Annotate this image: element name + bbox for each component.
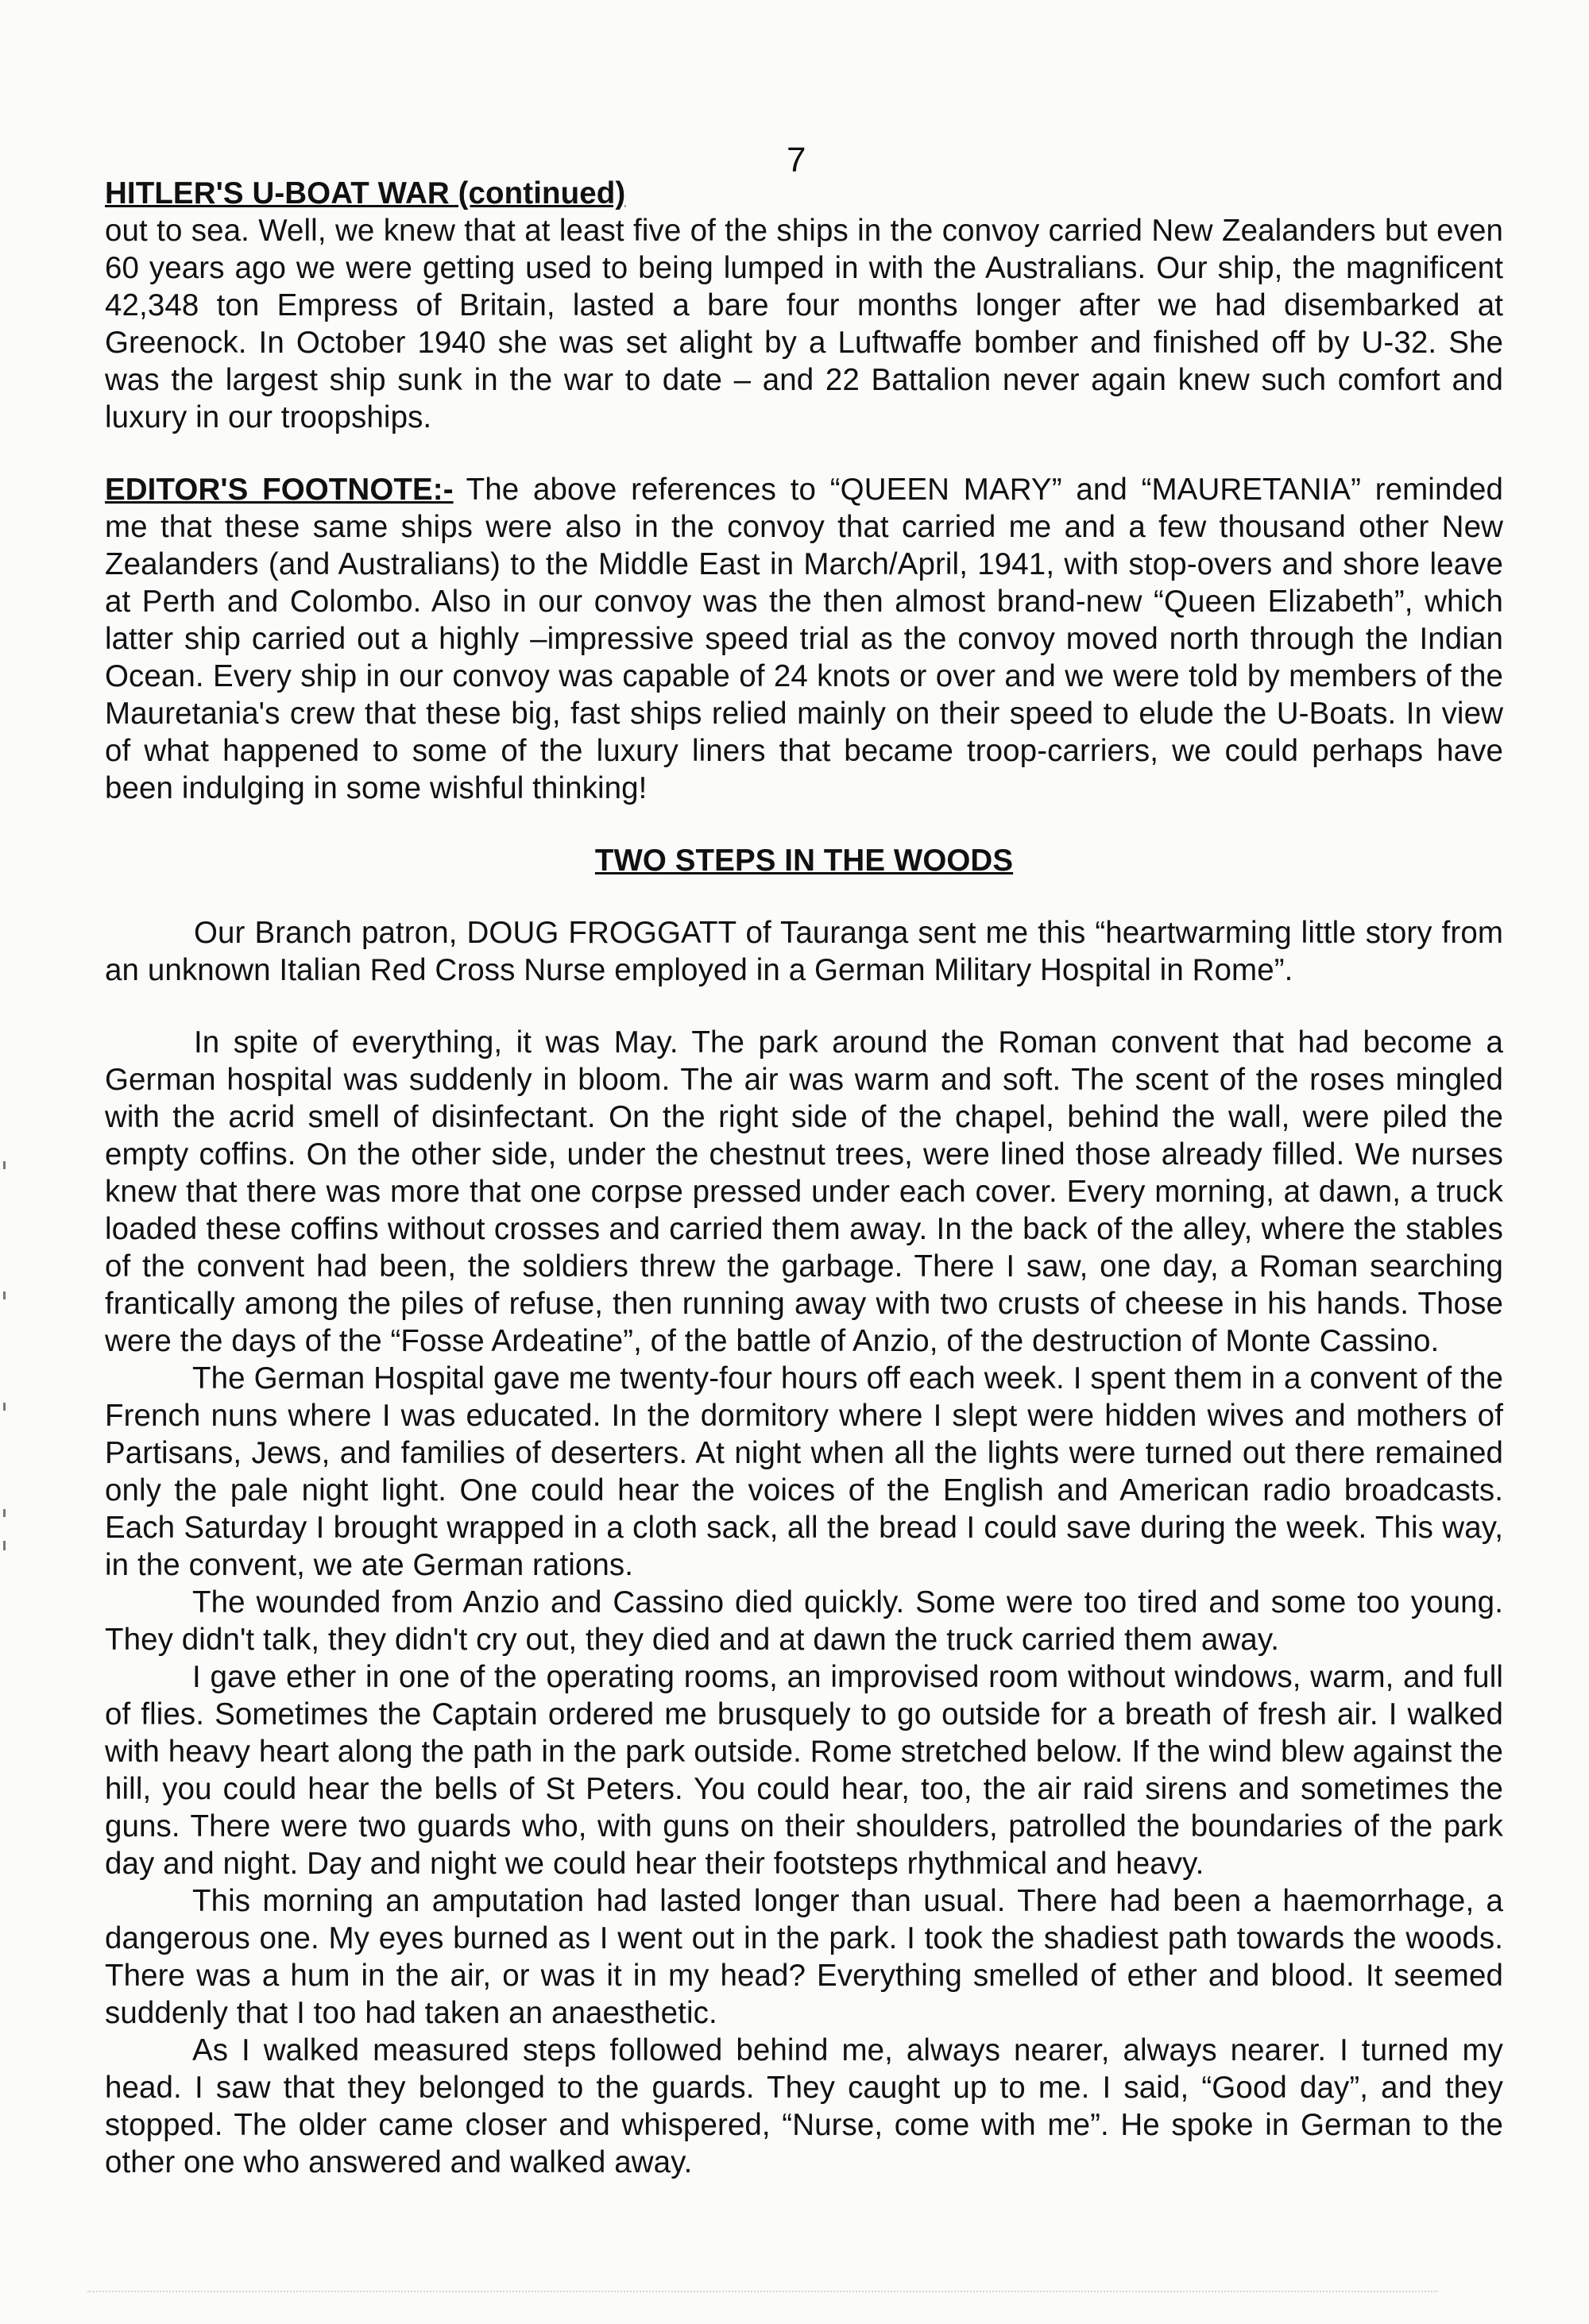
story-paragraph: The wounded from Anzio and Cassino died quickly. Some were too tired and some too young. They didn't talk, they didn't cry out, they died and at dawn the truck carried them away. — [105, 1585, 1503, 1657]
article-paragraph: out to sea. Well, we knew that at least five of the ships in the convoy carried New Zealanders but even 60 years ago we were getting used to being lumped in with the Australians. Our ship, the magnificent 42,348 ton Empress of Britain, lasted a bare four months longer after we had disembarked at Greenock. In October 1940 she was set alight by a Luftwaffe bomber and finished off by U-32. She was the largest ship sunk in the war to date – and 22 Battalion never again knew such comfort and luxury in our troopships. — [105, 214, 1503, 434]
story-paragraph: I gave ether in one of the operating rooms, an improvised room without windows, warm, and full of flies. Sometimes the Captain ordered me brusquely to go outside for a breath of fresh air. I walked with heavy heart along the path in the park outside. Rome stretched below. If the wind blew against the hill, you could hear the bells of St Peters. You could hear, too, the air raid sirens and sometimes the guns. There were two guards who, with guns on their shoulders, patrolled the boundaries of the park day and night. Day and night we could hear their footsteps rhythmical and heavy. — [105, 1660, 1503, 1881]
editor-footnote — [105, 471, 1503, 807]
article-heading: HITLER'S U-BOAT WAR (continued) — [105, 176, 626, 210]
scan-edge-mark — [3, 1541, 6, 1550]
story-title: TWO STEPS IN THE WOODS — [594, 844, 1014, 878]
scan-edge-mark — [3, 1291, 6, 1299]
editor-footnote-label: EDITOR'S FOOTNOTE:- — [105, 473, 454, 507]
page-content — [105, 175, 1503, 2181]
scan-edge-mark — [3, 1403, 6, 1411]
story-paragraph: The German Hospital gave me twenty-four hours off each week. I spent them in a convent of the French nuns where I was educated. In the dormitory where I slept were hidden wives and mothers of Partisans, Jews, and families of deserters. At night when all the lights were turned out there remained only the pale night light. One could hear the voices of the English and American radio broadcasts. Each Saturday I brought wrapped in a cloth sack, all the bread I could save during the week. This way, in the convent, we ate German rations. — [105, 1361, 1503, 1582]
scan-bottom-dots — [87, 2291, 1438, 2297]
page-number: 7 — [787, 141, 806, 180]
story-paragraph: In spite of everything, it was May. The park around the Roman convent that had become a German hospital was suddenly in bloom. The air was warm and soft. The scent of the roses mingled with the acrid smell of disinfectant. On the right side of the chapel, behind the wall, were piled the empty coffins. On the other side, under the chestnut trees, were lined those already filled. We nurses knew that there was more that one corpse pressed under each cover. Every morning, at dawn, a truck loaded these coffins without crosses and carried them away. In the back of the alley, where the stables of the convent had been, the soldiers threw the garbage. There I saw, one day, a Roman searching frantically among the piles of refuse, then running away with two crusts of cheese in his hands. Those were the days of the “Fosse Ardeatine”, of the battle of Anzio, of the destruction of Monte Cassino. — [105, 1025, 1503, 1358]
scan-edge-mark — [3, 1161, 6, 1169]
story-paragraph: This morning an amputation had lasted longer than usual. There had been a haemorrhage, a dangerous one. My eyes burned as I went out in the park. I took the shadiest path towards the woods. There was a hum in the air, or was it in my head? Everything smelled of ether and blood. It seemed suddenly that I too had taken an anaesthetic. — [105, 1884, 1503, 2030]
scan-edge-mark — [3, 1509, 6, 1517]
editor-footnote-text: The above references to “QUEEN MARY” and “MAURETANIA” reminded me that these same ships were also in the convoy that carried me and a few thousand other New Zealanders (and Australians) to the Middle East in March/April, 1941, with stop-overs and shore leave at Perth and Colombo. Also in our convoy was the then almost brand-new “Queen Elizabeth”, which latter ship carried out a highly –impressive speed trial as the convoy moved north through the Indian Ocean. Every ship in our convoy was capable of 24 knots or over and we were told by members of the Mauretania's crew that these big, fast ships relied mainly on their speed to elude the U-Boats. In view of what happened to some of the luxury liners that became troop-carriers, we could perhaps have been indulging in some wishful thinking! — [105, 473, 1504, 805]
story-intro: Our Branch patron, DOUG FROGGATT of Tauranga sent me this “heartwarming little story from an unknown Italian Red Cross Nurse employed in a German Military Hospital in Rome”. — [105, 916, 1503, 987]
story-paragraph: As I walked measured steps followed behind me, always nearer, always nearer. I turned my head. I saw that they belonged to the guards. They caught up to me. I said, “Good day”, and they stopped. The older came closer and whispered, “Nurse, come with me”. He spoke in German to the other one who answered and walked away. — [105, 2033, 1503, 2179]
